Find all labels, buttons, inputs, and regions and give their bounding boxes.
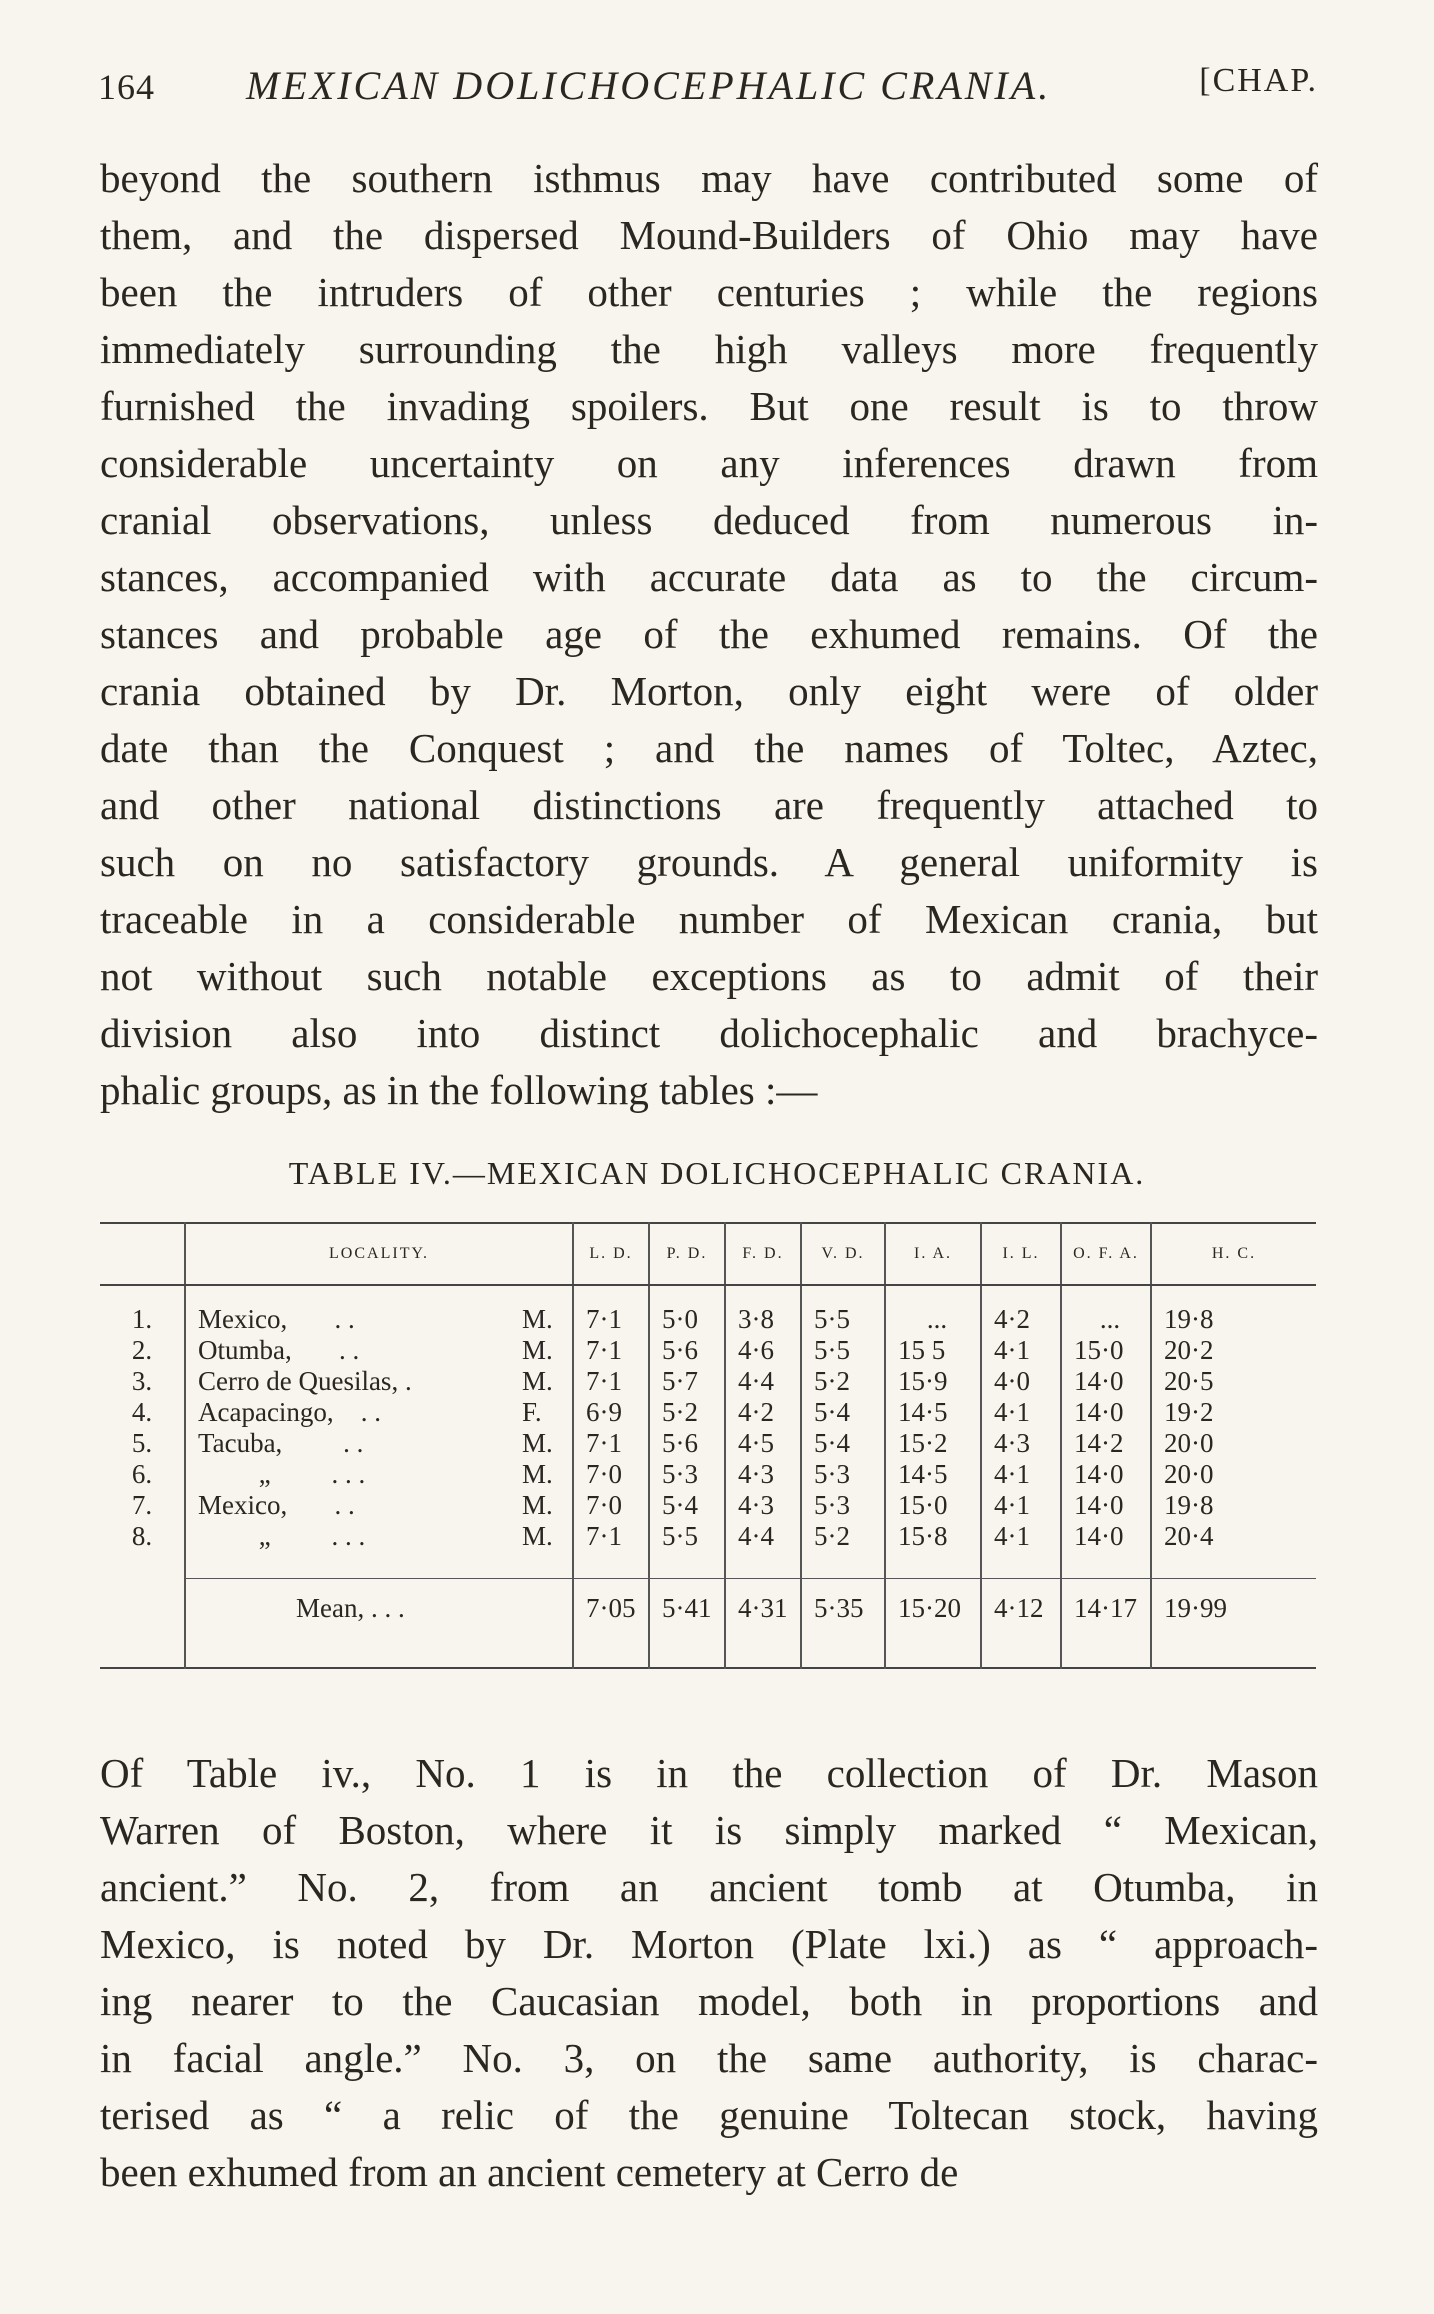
hc-cell: 20·2	[1151, 1335, 1316, 1366]
text-line: been exhumed from an ancient cemetery at Cerro de	[100, 2149, 959, 2195]
locality-cell: Mexico, . .	[185, 1304, 518, 1335]
text-line: them, and the dispersed Mound-Builders of Ohio may have	[100, 212, 1318, 258]
fd-cell: 4·3	[725, 1490, 801, 1521]
sex-cell: M.	[522, 1304, 553, 1334]
fd-cell: 4·4	[725, 1521, 801, 1552]
mean-ofa: 14·17	[1061, 1579, 1151, 1638]
running-title: MEXICAN DOLICHOCEPHALIC CRANIA.	[246, 63, 1052, 108]
locality-cell: Cerro de Quesilas, .	[185, 1366, 518, 1397]
pd-cell: 5·3	[649, 1459, 725, 1490]
text-line: beyond the southern isthmus may have contributed some of	[100, 155, 1318, 201]
locality-cell: Tacuba, . .	[185, 1428, 518, 1459]
sex-cell: M.	[522, 1335, 553, 1365]
locality-cell: „ . . .	[185, 1521, 518, 1552]
row-number: 2.	[131, 1335, 153, 1365]
ld-cell: 6·9	[573, 1397, 649, 1428]
ld-cell: 7·1	[573, 1521, 649, 1552]
header-hc: H. C.	[1151, 1223, 1316, 1285]
fd-cell: 4·4	[725, 1366, 801, 1397]
header-index	[100, 1223, 185, 1285]
text-line: traceable in a considerable number of Mexican crania, but	[100, 896, 1318, 942]
locality-cell: „ . . .	[185, 1459, 518, 1490]
pd-cell: 5·7	[649, 1366, 725, 1397]
mean-hc: 19·99	[1151, 1579, 1316, 1638]
text-line: cranial observations, unless deduced from numerous in-	[100, 497, 1318, 543]
vd-cell: 5·3	[801, 1459, 885, 1490]
chapter-mark: [CHAP.	[1199, 62, 1318, 99]
header-fd: F. D.	[725, 1223, 801, 1285]
ofa-cell: 14·0	[1061, 1521, 1151, 1552]
header-ia: I. A.	[885, 1223, 981, 1285]
row-number: 8.	[131, 1521, 153, 1551]
header-il: I. L.	[981, 1223, 1061, 1285]
mean-ia: 15·20	[885, 1579, 981, 1638]
vd-cell: 5·5	[801, 1335, 885, 1366]
text-line: been the intruders of other centuries ; while the regions	[100, 269, 1318, 315]
fd-cell: 4·2	[725, 1397, 801, 1428]
ia-cell: ...	[885, 1304, 981, 1335]
fd-cell: 4·6	[725, 1335, 801, 1366]
sex-cell: M.	[522, 1490, 553, 1520]
hc-cell: 20·0	[1151, 1428, 1316, 1459]
ld-cell: 7·1	[573, 1304, 649, 1335]
paragraph-intro	[100, 150, 1318, 1119]
mean-il: 4·12	[981, 1579, 1061, 1638]
row-number: 5.	[131, 1428, 153, 1458]
text-line: Of Table iv., No. 1 is in the collection of Dr. Mason	[100, 1750, 1318, 1796]
mean-row	[100, 1579, 1316, 1638]
text-line: division also into distinct dolichocephalic and brachyce-	[100, 1010, 1318, 1056]
hc-cell: 19·2	[1151, 1397, 1316, 1428]
fd-cell: 3·8	[725, 1304, 801, 1335]
il-cell: 4·1	[981, 1490, 1061, 1521]
text-line: not without such notable exceptions as to admit of their	[100, 953, 1318, 999]
ia-cell: 15·2	[885, 1428, 981, 1459]
locality-cell: Acapacingo, . .	[185, 1397, 518, 1428]
row-number: 1.	[131, 1304, 153, 1334]
table-row	[100, 1490, 1316, 1521]
pd-cell: 5·5	[649, 1521, 725, 1552]
ld-cell: 7·1	[573, 1366, 649, 1397]
mean-label: Mean, . . .	[185, 1579, 573, 1638]
il-cell: 4·1	[981, 1335, 1061, 1366]
text-line: in facial angle.” No. 3, on the same authority, is charac-	[100, 2035, 1318, 2081]
vd-cell: 5·2	[801, 1366, 885, 1397]
table-row	[100, 1366, 1316, 1397]
sex-cell: M.	[522, 1428, 553, 1458]
sex-cell: M.	[522, 1366, 553, 1396]
text-line: ing nearer to the Caucasian model, both in proportions and	[100, 1978, 1318, 2024]
row-number: 6.	[131, 1459, 153, 1489]
vd-cell: 5·5	[801, 1304, 885, 1335]
ia-cell: 15 5	[885, 1335, 981, 1366]
il-cell: 4·1	[981, 1521, 1061, 1552]
ld-cell: 7·0	[573, 1459, 649, 1490]
ofa-cell: ...	[1061, 1304, 1151, 1335]
header-vd: V. D.	[801, 1223, 885, 1285]
il-cell: 4·1	[981, 1397, 1061, 1428]
ia-cell: 15·8	[885, 1521, 981, 1552]
il-cell: 4·2	[981, 1304, 1061, 1335]
il-cell: 4·1	[981, 1459, 1061, 1490]
vd-cell: 5·4	[801, 1428, 885, 1459]
pd-cell: 5·4	[649, 1490, 725, 1521]
text-line: considerable uncertainty on any inferences drawn from	[100, 440, 1318, 486]
hc-cell: 19·8	[1151, 1304, 1316, 1335]
mean-fd: 4·31	[725, 1579, 801, 1638]
hc-cell: 19·8	[1151, 1490, 1316, 1521]
locality-cell: Otumba, . .	[185, 1335, 518, 1366]
text-line: date than the Conquest ; and the names of Toltec, Aztec,	[100, 725, 1318, 771]
ofa-cell: 14·0	[1061, 1490, 1151, 1521]
fd-cell: 4·5	[725, 1428, 801, 1459]
sex-cell: F.	[522, 1397, 542, 1427]
pd-cell: 5·0	[649, 1304, 725, 1335]
locality-cell: Mexico, . .	[185, 1490, 518, 1521]
pd-cell: 5·6	[649, 1428, 725, 1459]
header-ld: L. D.	[573, 1223, 649, 1285]
row-number: 7.	[131, 1490, 153, 1520]
table-row	[100, 1304, 1316, 1335]
ofa-cell: 14·0	[1061, 1397, 1151, 1428]
vd-cell: 5·3	[801, 1490, 885, 1521]
header-locality: LOCALITY.	[185, 1223, 573, 1285]
ia-cell: 15·0	[885, 1490, 981, 1521]
ia-cell: 15·9	[885, 1366, 981, 1397]
text-line: and other national distinctions are frequently attached to	[100, 782, 1318, 828]
pd-cell: 5·6	[649, 1335, 725, 1366]
page-number: 164	[98, 67, 155, 107]
table-row	[100, 1397, 1316, 1428]
paragraph-notes	[100, 1745, 1318, 2201]
table-row	[100, 1335, 1316, 1366]
mean-vd: 5·35	[801, 1579, 885, 1638]
text-line: immediately surrounding the high valleys more frequently	[100, 326, 1318, 372]
text-line: furnished the invading spoilers. But one result is to throw	[100, 383, 1318, 429]
header-ofa: O. F. A.	[1061, 1223, 1151, 1285]
vd-cell: 5·4	[801, 1397, 885, 1428]
il-cell: 4·0	[981, 1366, 1061, 1397]
ld-cell: 7·1	[573, 1335, 649, 1366]
ia-cell: 14·5	[885, 1459, 981, 1490]
text-line: terised as “ a relic of the genuine Toltecan stock, having	[100, 2092, 1318, 2138]
text-line: stances and probable age of the exhumed remains. Of the	[100, 611, 1318, 657]
mean-pd: 5·41	[649, 1579, 725, 1638]
il-cell: 4·3	[981, 1428, 1061, 1459]
table-row	[100, 1459, 1316, 1490]
mean-ld: 7·05	[573, 1579, 649, 1638]
ia-cell: 14·5	[885, 1397, 981, 1428]
hc-cell: 20·5	[1151, 1366, 1316, 1397]
text-line: such on no satisfactory grounds. A general uniformity is	[100, 839, 1318, 885]
crania-table	[100, 1222, 1316, 1722]
row-number: 3.	[131, 1366, 153, 1396]
sex-cell: M.	[522, 1459, 553, 1489]
text-line: ancient.” No. 2, from an ancient tomb at Otumba, in	[100, 1864, 1318, 1910]
ofa-cell: 14·2	[1061, 1428, 1151, 1459]
ld-cell: 7·1	[573, 1428, 649, 1459]
header-pd: P. D.	[649, 1223, 725, 1285]
ld-cell: 7·0	[573, 1490, 649, 1521]
hc-cell: 20·0	[1151, 1459, 1316, 1490]
running-head	[98, 58, 1318, 118]
fd-cell: 4·3	[725, 1459, 801, 1490]
table-row	[100, 1521, 1316, 1552]
pd-cell: 5·2	[649, 1397, 725, 1428]
hc-cell: 20·4	[1151, 1521, 1316, 1552]
row-number: 4.	[131, 1397, 153, 1427]
ofa-cell: 14·0	[1061, 1366, 1151, 1397]
text-line: stances, accompanied with accurate data as to the circum-	[100, 554, 1318, 600]
sex-cell: M.	[522, 1521, 553, 1551]
text-line: Mexico, is noted by Dr. Morton (Plate lxi.) as “ approach-	[100, 1921, 1318, 1967]
table-title: TABLE IV.—MEXICAN DOLICHOCEPHALIC CRANIA.	[288, 1155, 1146, 1191]
ofa-cell: 15·0	[1061, 1335, 1151, 1366]
text-line: phalic groups, as in the following tables :—	[100, 1067, 818, 1113]
vd-cell: 5·2	[801, 1521, 885, 1552]
text-line: crania obtained by Dr. Morton, only eight were of older	[100, 668, 1318, 714]
ofa-cell: 14·0	[1061, 1459, 1151, 1490]
text-line: Warren of Boston, where it is simply marked “ Mexican,	[100, 1807, 1318, 1853]
table-row	[100, 1428, 1316, 1459]
